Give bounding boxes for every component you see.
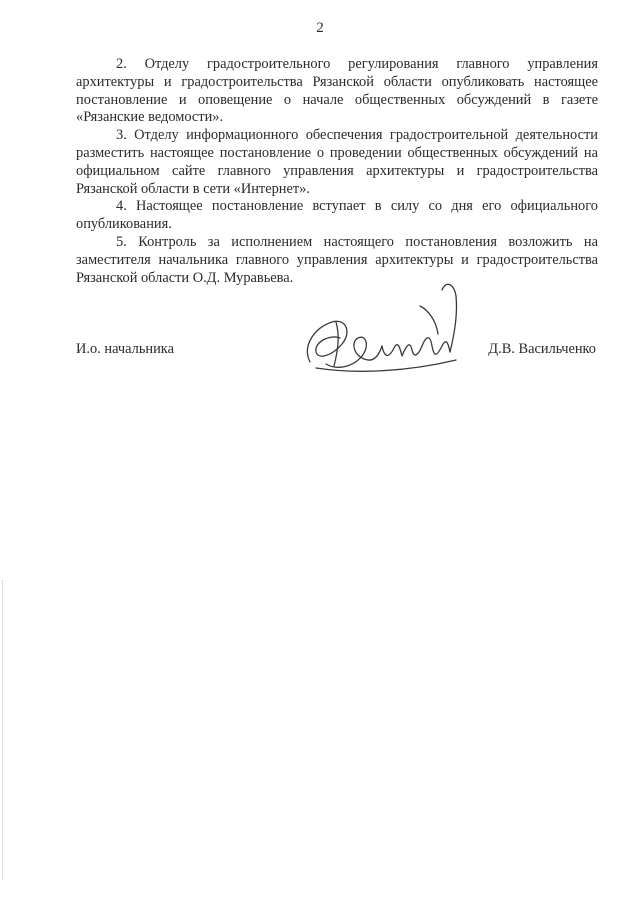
paragraph-2: 2. Отделу градостроительного регулирования главного управления архитектуры и градостроительства Рязанской области опубликовать настоящее постановление и оповещение о начале общественных обсуждений в газете «Рязанские ведомости». bbox=[76, 56, 598, 126]
signer-title: И.о. начальника bbox=[76, 341, 174, 357]
signer-name: Д.В. Васильченко bbox=[488, 341, 596, 357]
page-number: 2 bbox=[316, 20, 324, 36]
document-body bbox=[76, 56, 598, 287]
paragraph-4: 4. Настоящее постановление вступает в силу со дня его официального опубликования. bbox=[76, 198, 598, 233]
paragraph-3: 3. Отделу информационного обеспечения градостроительной деятельности разместить настоящее постановление о проведении общественных обсуждений на официальном сайте главного управления архитектуры и градостроительства Рязанской области в сети «Интернет». bbox=[76, 127, 598, 197]
scan-edge-mark bbox=[2, 580, 4, 880]
paragraph-5: 5. Контроль за исполнением настоящего постановления возложить на заместителя начальника главного управления архитектуры и градостроительства Рязанской области О.Д. Муравьева. bbox=[76, 233, 598, 286]
signature-icon bbox=[296, 276, 466, 386]
handwritten-signature bbox=[296, 276, 466, 386]
